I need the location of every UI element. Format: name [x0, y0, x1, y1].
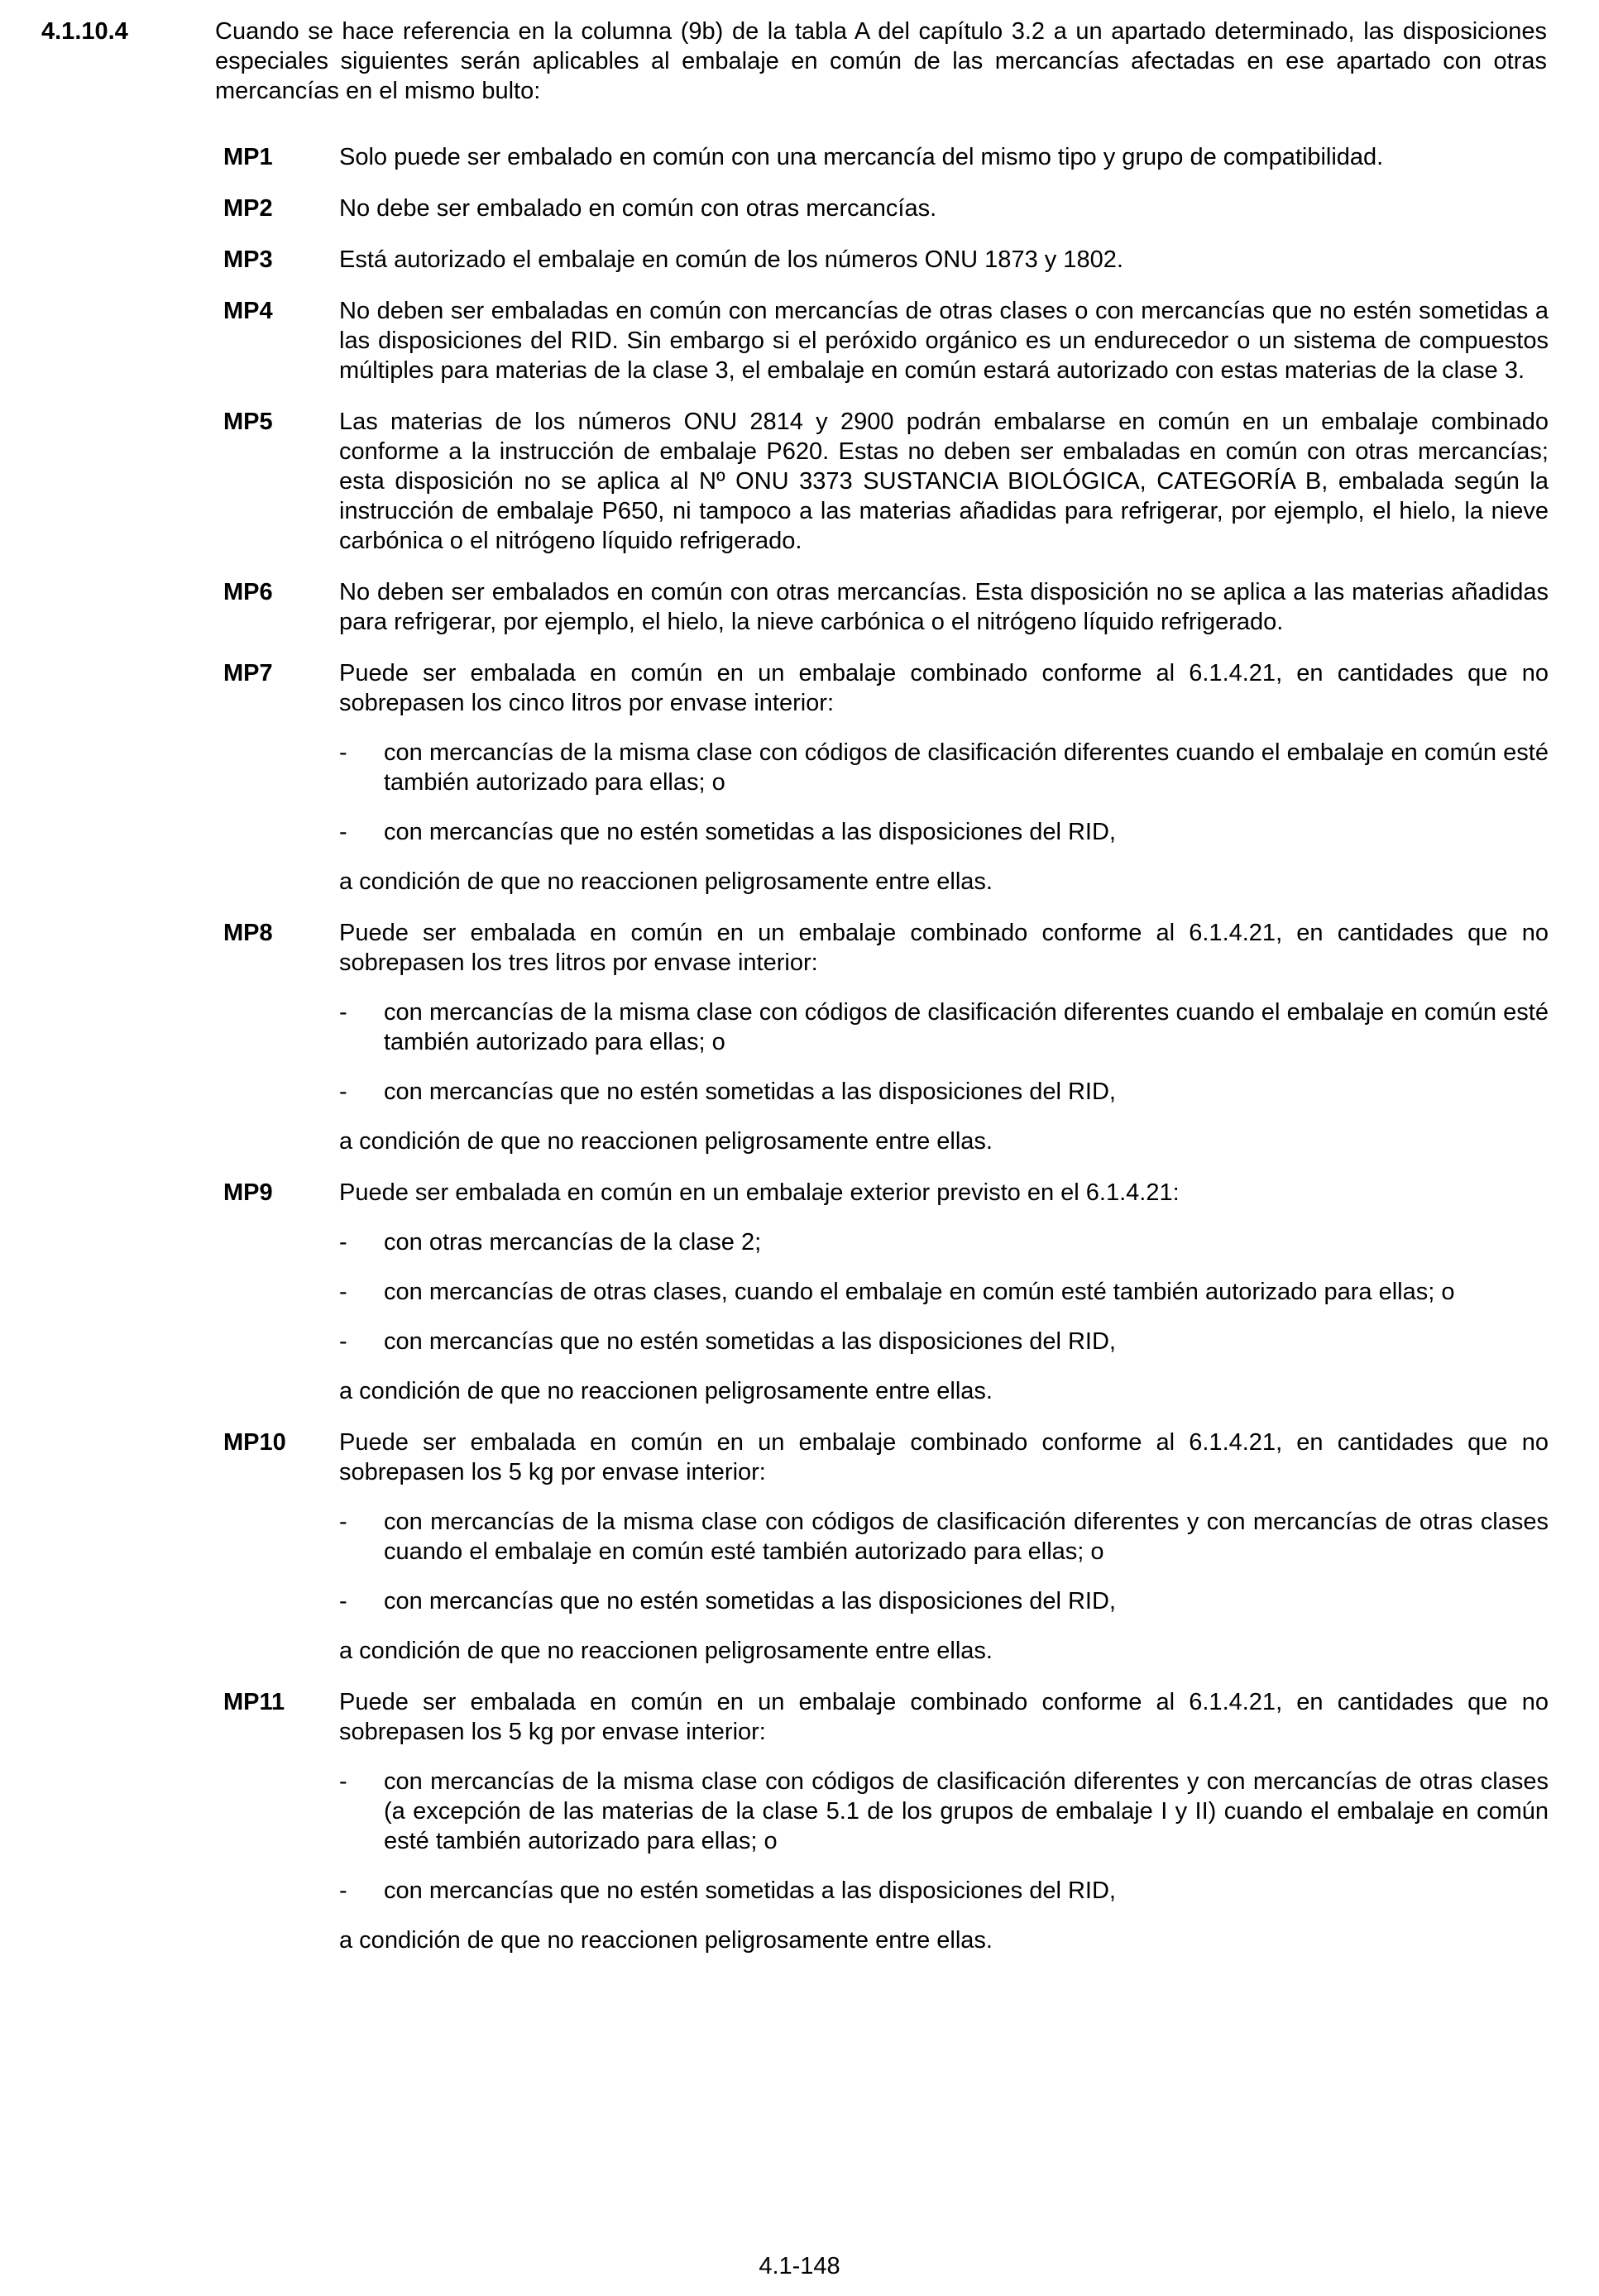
provision-body	[339, 296, 1549, 385]
dash-bullet: -	[339, 1079, 347, 1105]
provision-body	[339, 577, 1549, 637]
list-item	[339, 1277, 1549, 1307]
provision-text: No deben ser embaladas en común con mercancías de otras clases o con mercancías que no estén sometidas a las disposiciones del RID. Sin embargo si el peróxido orgánico es un endurecedor o un sistema de compuestos múltiples para materias de la clase 3, el embalaje en común estará autorizado con estas materias de la clase 3.	[339, 298, 1549, 384]
provision-code: MP3	[223, 246, 273, 273]
list-item-text: con mercancías que no estén sometidas a las disposiciones del RID,	[384, 1588, 1116, 1614]
list-item	[339, 1876, 1549, 1906]
provision-code: MP10	[223, 1429, 286, 1456]
provision-mp11	[223, 1687, 1549, 1955]
provision-mp6	[223, 577, 1549, 637]
provision-condition: a condición de que no reaccionen peligrosamente entre ellas.	[339, 868, 993, 895]
provision-code: MP1	[223, 144, 273, 170]
list-item-text: con mercancías que no estén sometidas a las disposiciones del RID,	[384, 1079, 1116, 1105]
dash-bullet: -	[339, 1229, 347, 1256]
provision-mp2	[223, 194, 1549, 223]
provision-condition: a condición de que no reaccionen peligrosamente entre ellas.	[339, 1378, 993, 1404]
provision-condition: a condición de que no reaccionen peligrosamente entre ellas.	[339, 1128, 993, 1155]
provision-body	[339, 918, 1549, 1156]
dash-bullet: -	[339, 1768, 347, 1795]
dash-bullet: -	[339, 1279, 347, 1305]
dash-bullet: -	[339, 1588, 347, 1614]
list-item-text: con otras mercancías de la clase 2;	[384, 1229, 762, 1256]
provision-body	[339, 1687, 1549, 1955]
provision-condition: a condición de que no reaccionen peligrosamente entre ellas.	[339, 1638, 993, 1664]
provision-body	[339, 1178, 1549, 1406]
list-item	[339, 1507, 1549, 1567]
provision-list	[223, 142, 1549, 1977]
list-item	[339, 1077, 1549, 1107]
dash-bullet: -	[339, 1877, 347, 1904]
provision-code: MP2	[223, 195, 273, 222]
provision-body	[339, 658, 1549, 897]
list-item	[339, 738, 1549, 797]
provision-body	[339, 142, 1549, 172]
list-item	[339, 1767, 1549, 1856]
provision-mp5	[223, 407, 1549, 556]
dash-bullet: -	[339, 739, 347, 766]
provision-code: MP6	[223, 579, 273, 605]
list-item-text: con mercancías de la misma clase con códigos de clasificación diferentes y con mercancías de otras clases (a excepción de las materias de la clase 5.1 de los grupos de embalaje I y II) cuando el embalaje en común esté también autorizado para ellas; o	[384, 1768, 1549, 1854]
provision-text: Puede ser embalada en común en un embalaje combinado conforme al 6.1.4.21, en cantidades que no sobrepasen los tres litros por envase interior:	[339, 920, 1549, 976]
provision-code: MP4	[223, 298, 273, 324]
list-item-text: con mercancías que no estén sometidas a las disposiciones del RID,	[384, 1328, 1116, 1355]
provision-code: MP5	[223, 409, 273, 435]
list-item	[339, 1327, 1549, 1356]
page-number: 4.1-148	[759, 2253, 840, 2279]
list-item-text: con mercancías que no estén sometidas a las disposiciones del RID,	[384, 1877, 1116, 1904]
dash-bullet: -	[339, 999, 347, 1026]
list-item-text: con mercancías de la misma clase con códigos de clasificación diferentes y con mercancías de otras clases cuando el embalaje en común esté también autorizado para ellas; o	[384, 1509, 1549, 1565]
provision-mp10	[223, 1428, 1549, 1666]
provision-body	[339, 245, 1549, 275]
provision-text: Las materias de los números ONU 2814 y 2900 podrán embalarse en común en un embalaje combinado conforme a la instrucción de embalaje P620. Estas no deben ser embaladas en común con otras mercancías; esta disposición no se aplica al Nº ONU 3373 SUSTANCIA BIOLÓGICA, CATEGORÍA B, embalada según la instrucción de embalaje P650, ni tampoco a las materias añadidas para refrigerar, por ejemplo, el hielo, la nieve carbónica o el nitrógeno líquido refrigerado.	[339, 409, 1549, 554]
provision-mp1	[223, 142, 1549, 172]
provision-mp9	[223, 1178, 1549, 1406]
list-item-text: con mercancías que no estén sometidas a las disposiciones del RID,	[384, 819, 1116, 845]
provision-code: MP8	[223, 920, 273, 946]
provision-body	[339, 1428, 1549, 1666]
provision-mp4	[223, 296, 1549, 385]
dash-bullet: -	[339, 1328, 347, 1355]
list-item	[339, 1586, 1549, 1616]
provision-code: MP11	[223, 1689, 285, 1715]
provision-text: Puede ser embalada en común en un embalaje combinado conforme al 6.1.4.21, en cantidades que no sobrepasen los cinco litros por envase interior:	[339, 660, 1549, 716]
provision-mp7	[223, 658, 1549, 897]
provision-code: MP9	[223, 1179, 273, 1206]
provision-mp3	[223, 245, 1549, 275]
provision-text: No debe ser embalado en común con otras mercancías.	[339, 195, 937, 222]
dash-bullet: -	[339, 819, 347, 845]
dash-bullet: -	[339, 1509, 347, 1535]
list-item	[339, 1227, 1549, 1257]
provision-text: Solo puede ser embalado en común con una mercancía del mismo tipo y grupo de compatibilidad.	[339, 144, 1384, 170]
list-item-text: con mercancías de la misma clase con códigos de clasificación diferentes cuando el embalaje en común esté también autorizado para ellas; o	[384, 999, 1549, 1055]
provision-text: Puede ser embalada en común en un embalaje combinado conforme al 6.1.4.21, en cantidades que no sobrepasen los 5 kg por envase interior:	[339, 1689, 1549, 1745]
list-item	[339, 817, 1549, 847]
provision-condition: a condición de que no reaccionen peligrosamente entre ellas.	[339, 1927, 993, 1954]
list-item	[339, 997, 1549, 1057]
provision-text: No deben ser embalados en común con otras mercancías. Esta disposición no se aplica a las materias añadidas para refrigerar, por ejemplo, el hielo, la nieve carbónica o el nitrógeno líquido refrigerado.	[339, 579, 1549, 635]
provision-text: Puede ser embalada en común en un embalaje exterior previsto en el 6.1.4.21:	[339, 1179, 1180, 1206]
provision-text: Está autorizado el embalaje en común de los números ONU 1873 y 1802.	[339, 246, 1123, 273]
provision-mp8	[223, 918, 1549, 1156]
section-intro	[41, 17, 1547, 106]
section-number: 4.1.10.4	[41, 18, 128, 45]
provision-body	[339, 407, 1549, 556]
list-item-text: con mercancías de la misma clase con códigos de clasificación diferentes cuando el embalaje en común esté también autorizado para ellas; o	[384, 739, 1549, 796]
list-item-text: con mercancías de otras clases, cuando el embalaje en común esté también autorizado para ellas; o	[384, 1279, 1455, 1305]
provision-code: MP7	[223, 660, 273, 686]
provision-text: Puede ser embalada en común en un embalaje combinado conforme al 6.1.4.21, en cantidades que no sobrepasen los 5 kg por envase interior:	[339, 1429, 1549, 1485]
provision-body	[339, 194, 1549, 223]
section-intro-text: Cuando se hace referencia en la columna (9b) de la tabla A del capítulo 3.2 a un apartado determinado, las disposiciones especiales siguientes serán aplicables al embalaje en común de las mercancías afectadas en ese apartado con otras mercancías en el mismo bulto:	[215, 18, 1547, 104]
